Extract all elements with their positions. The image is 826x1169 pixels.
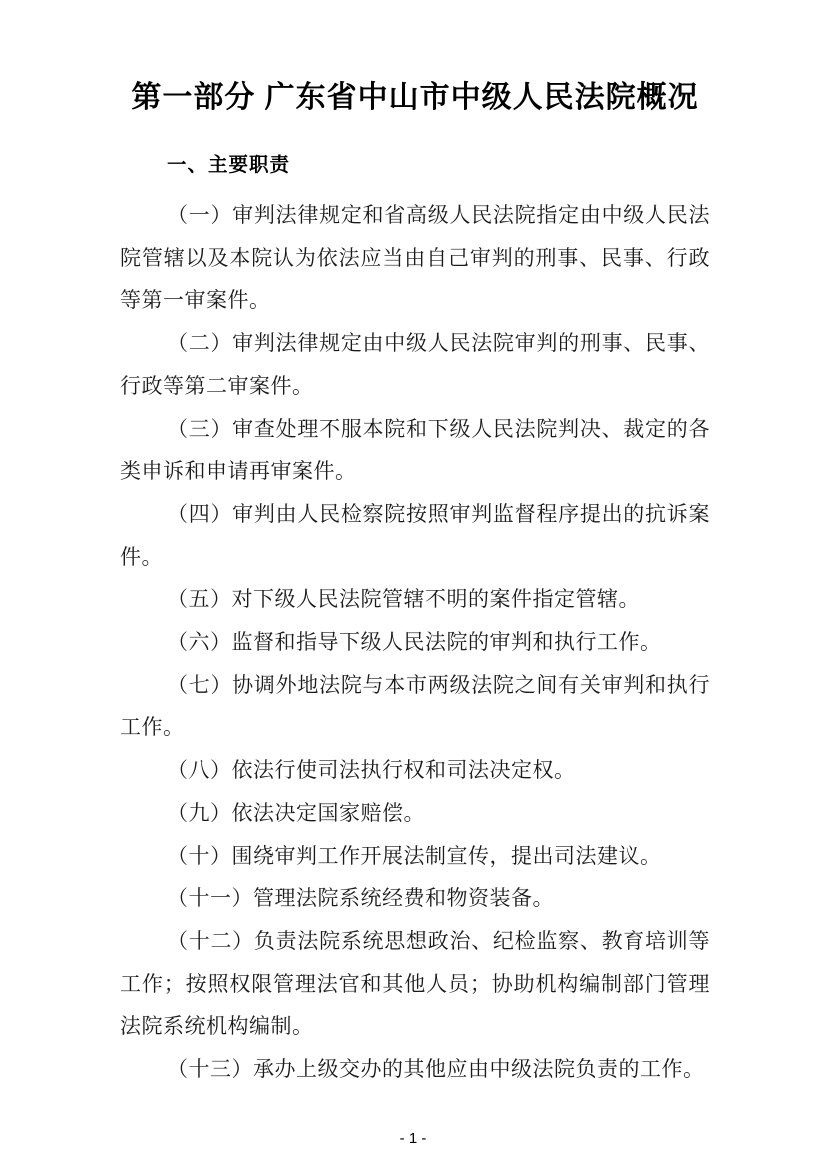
paragraph-item-12: （十二）负责法院系统思想政治、纪检监察、教育培训等工作；按照权限管理法官和其他人员；协助机构编制部门管理法院系统机构编制。 bbox=[120, 928, 710, 1039]
paragraph-item-9: （九）依法决定国家赔偿。 bbox=[167, 800, 425, 825]
section-heading: 一、主要职责 bbox=[167, 154, 291, 176]
paragraph-item-1: （一）审判法律规定和省高级人民法院指定由中级人民法院管辖以及本院认为依法应当由自己审判的刑事、民事、行政等第一审案件。 bbox=[120, 203, 710, 313]
document-body bbox=[120, 194, 710, 1091]
page-number: - 1 - bbox=[399, 1130, 427, 1147]
paragraph-item-3: （三）审查处理不服本院和下级人民法院判决、裁定的各类申诉和申请再审案件。 bbox=[120, 416, 710, 484]
paragraph-item-4: （四）审判由人民检察院按照审判监督程序提出的抗诉案件。 bbox=[120, 501, 710, 569]
paragraph-item-13: （十三）承办上级交办的其他应由中级法院负责的工作。 bbox=[167, 1057, 705, 1082]
paragraph-item-8: （八）依法行使司法执行权和司法决定权。 bbox=[167, 758, 576, 783]
paragraph-item-7: （七）协调外地法院与本市两级法院之间有关审判和执行工作。 bbox=[120, 672, 710, 740]
document-title: 第一部分 广东省中山市中级人民法院概况 bbox=[131, 81, 699, 114]
paragraph-item-6: （六）监督和指导下级人民法院的审判和执行工作。 bbox=[167, 630, 662, 655]
paragraph-item-11: （十一）管理法院系统经费和物资装备。 bbox=[167, 886, 554, 911]
paragraph-item-2: （二）审判法律规定由中级人民法院审判的刑事、民事、行政等第二审案件。 bbox=[120, 331, 710, 398]
paragraph-item-5: （五）对下级人民法院管辖不明的案件指定管辖。 bbox=[167, 587, 640, 612]
paragraph-item-10: （十）围绕审判工作开展法制宣传，提出司法建议。 bbox=[167, 843, 662, 868]
